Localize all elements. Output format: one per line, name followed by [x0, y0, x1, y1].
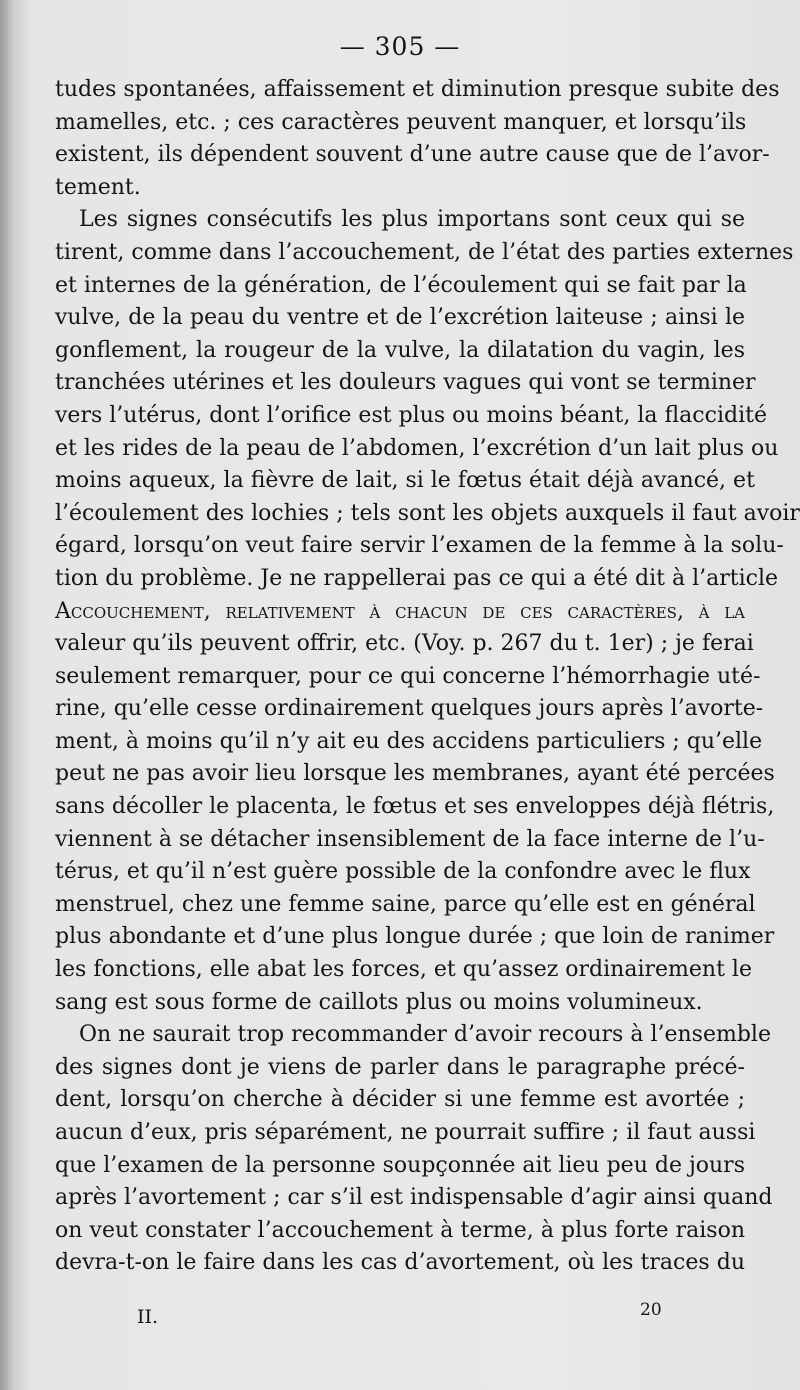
text-line: moins aqueux, la fièvre de lait, si le fœtus était déjà avancé, et: [55, 468, 755, 494]
text-line: Accouchement, relativement à chacun de ces caractères, à la: [55, 598, 745, 624]
signature-mark: II.: [137, 1306, 159, 1328]
text-line: dent, lorsqu’on cherche à décider si une femme est avortée ;: [55, 1087, 745, 1113]
text-line: tudes spontanées, affaissement et diminution presque subite des: [55, 77, 780, 102]
text-line: devra-t-on le faire dans les cas d’avortement, où les traces du: [55, 1250, 745, 1276]
text-line: peut ne pas avoir lieu lorsque les membranes, ayant été percées: [55, 761, 775, 787]
sheet-number: 20: [640, 1300, 662, 1320]
text-line: On ne saurait trop recommander d’avoir recours à l’ensemble: [79, 1022, 771, 1048]
text-line: mamelles, etc. ; ces caractères peuvent manquer, et lorsqu’ils: [55, 109, 747, 135]
text-line: plus abondante et d’une plus longue durée ; que loin de ranimer: [55, 924, 775, 950]
text-line: Les signes consécutifs les plus importans sont ceux qui se: [79, 207, 745, 233]
text-line: ment, à moins qu’il n’y ait eu des accidens particuliers ; qu’elle: [55, 728, 763, 754]
text-line: sang est sous forme de caillots plus ou moins volumineux.: [55, 989, 703, 1015]
text-line: après l’avortement ; car s’il est indispensable d’agir ainsi quand: [55, 1185, 773, 1211]
text-line: menstruel, chez une femme saine, parce qu’elle est en général: [55, 891, 756, 917]
text-line: rine, qu’elle cesse ordinairement quelques jours après l’avorte-: [55, 696, 764, 722]
text-line: l’écoulement des lochies ; tels sont les objets auxquels il faut avoir: [55, 500, 800, 526]
text-line: des signes dont je viens de parler dans le paragraphe précé-: [55, 1054, 745, 1080]
text-line: vulve, de la peau du ventre et de l’excrétion laiteuse ; ainsi le: [55, 305, 745, 331]
text-line: tirent, comme dans l’accouchement, de l’état des parties externes: [55, 239, 794, 265]
text-line: viennent à se détacher insensiblement de la face interne de l’u-: [55, 826, 765, 852]
text-line: on veut constater l’accouchement à terme, à plus forte raison: [55, 1217, 745, 1243]
body-text: [55, 74, 800, 1280]
text-line: gonflement, la rougeur de la vulve, la dilatation du vagin, les: [55, 337, 745, 363]
text-line: térus, et qu’il n’est guère possible de la confondre avec le flux: [55, 859, 751, 885]
text-line: et les rides de la peau de l’abdomen, l’excrétion d’un lait plus ou: [55, 435, 779, 461]
text-line: que l’examen de la personne soupçonnée ait lieu peu de jours: [55, 1152, 745, 1178]
text-line: les fonctions, elle abat les forces, et qu’assez ordinairement le: [55, 957, 752, 983]
text-line: tion du problème. Je ne rappellerai pas ce qui a été dit à l’article: [55, 565, 779, 591]
text-line: vers l’utérus, dont l’orifice est plus ou moins béant, la flaccidité: [55, 402, 767, 428]
text-line: valeur qu’ils peuvent offrir, etc. (Voy. p. 267 du t. 1er) ; je ferai: [55, 631, 754, 657]
text-line: tement.: [55, 174, 141, 200]
text-line: seulement remarquer, pour ce qui concerne l’hémorrhagie uté-: [55, 663, 761, 689]
text-line: existent, ils dépendent souvent d’une autre cause que de l’avor-: [55, 142, 770, 168]
text-line: aucun d’eux, pris séparément, ne pourrait suffire ; il faut aussi: [55, 1120, 756, 1145]
text-line: sans décoller le placenta, le fœtus et ses enveloppes déjà flétris,: [55, 794, 775, 820]
page-number: — 305 —: [339, 32, 461, 61]
text-line: et internes de la génération, de l’écoulement qui se fait par la: [55, 272, 747, 298]
text-line: tranchées utérines et les douleurs vagues qui vont se terminer: [55, 370, 756, 396]
text-line: égard, lorsqu’on veut faire servir l’examen de la femme à la solu-: [55, 533, 784, 559]
